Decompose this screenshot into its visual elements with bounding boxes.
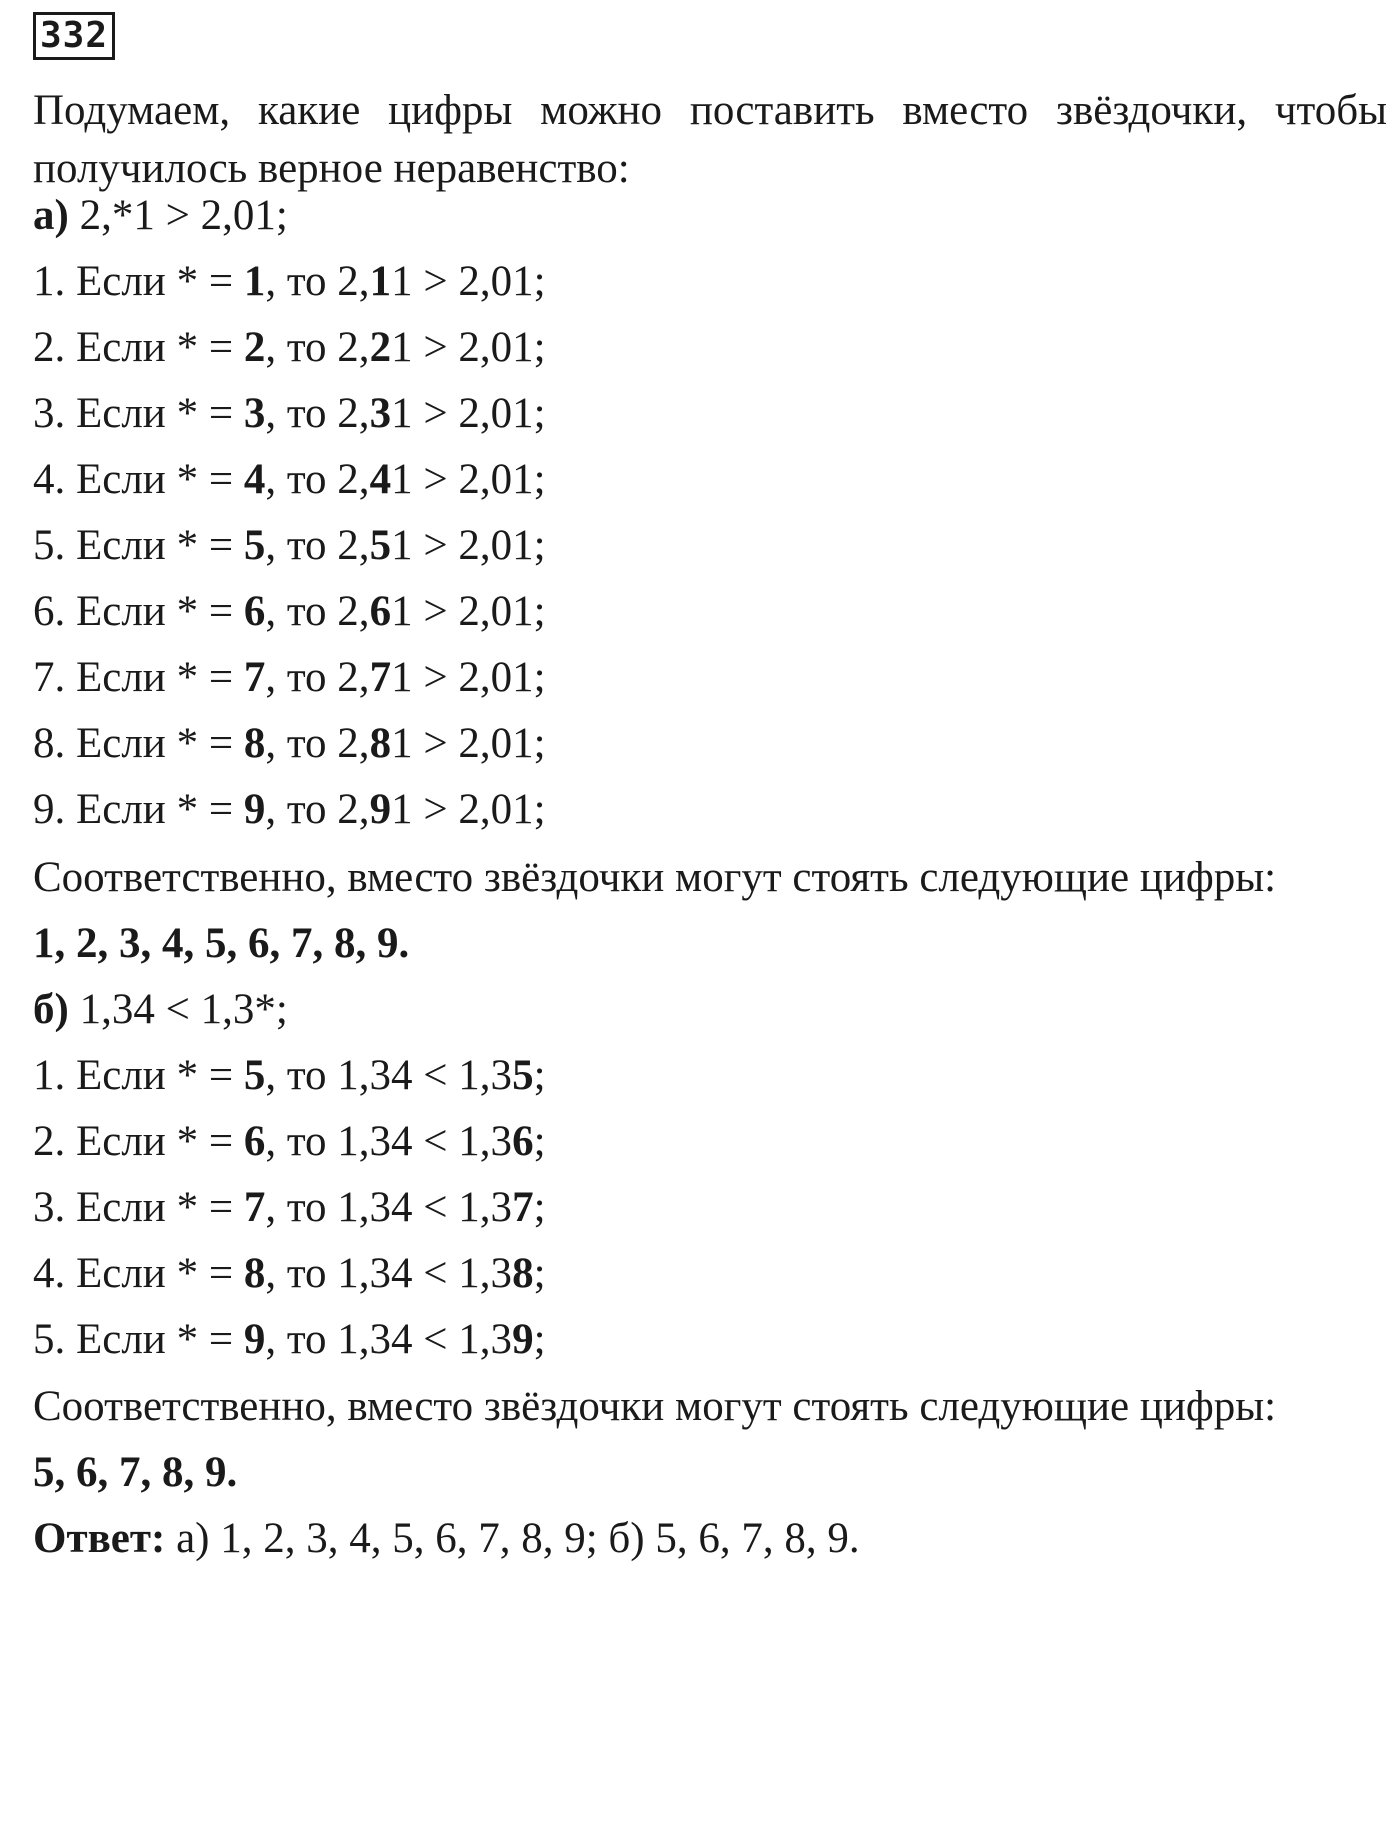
case-pre: 7. Если * = xyxy=(33,654,244,701)
case-digit: 8 xyxy=(243,720,266,767)
case-digit: 8 xyxy=(243,1250,266,1297)
case-pre: 1. Если * = xyxy=(33,1052,244,1099)
case-post: 1 > 2,01; xyxy=(391,786,546,833)
case-d2: 4 xyxy=(369,456,392,503)
case-digit: 1 xyxy=(243,258,266,305)
case-digit: 7 xyxy=(243,654,266,701)
case-line xyxy=(33,256,546,308)
case-digit: 2 xyxy=(243,324,266,371)
case-pre: 1. Если * = xyxy=(33,258,244,305)
case-post: 1 > 2,01; xyxy=(391,588,546,635)
case-post: ; xyxy=(533,1184,546,1231)
case-line xyxy=(33,388,546,440)
case-d2: 7 xyxy=(512,1184,534,1231)
case-post: 1 > 2,01; xyxy=(391,720,546,767)
case-mid: , то 2, xyxy=(265,786,370,833)
case-digit: 5 xyxy=(243,522,266,569)
case-pre: 8. Если * = xyxy=(33,720,244,767)
case-d2: 2 xyxy=(369,324,392,371)
case-d2: 8 xyxy=(512,1250,534,1297)
part-b-heading xyxy=(33,984,288,1036)
case-post: 1 > 2,01; xyxy=(391,390,546,437)
part-a-inequality: 2,*1 > 2,01; xyxy=(79,192,288,239)
part-a-heading xyxy=(33,190,288,242)
part-a-result: 1, 2, 3, 4, 5, 6, 7, 8, 9. xyxy=(33,920,410,967)
case-post: 1 > 2,01; xyxy=(391,258,546,305)
case-mid: , то 2, xyxy=(265,522,370,569)
case-d2: 7 xyxy=(369,654,392,701)
case-post: ; xyxy=(533,1316,546,1363)
case-mid: , то 1,34 < 1,3 xyxy=(265,1316,513,1363)
case-line xyxy=(33,520,546,572)
case-d2: 8 xyxy=(369,720,392,767)
case-mid: , то 2, xyxy=(265,324,370,371)
case-pre: 2. Если * = xyxy=(33,324,244,371)
case-pre: 9. Если * = xyxy=(33,786,244,833)
case-d2: 9 xyxy=(512,1316,534,1363)
case-line xyxy=(33,652,546,704)
case-mid: , то 2, xyxy=(265,654,370,701)
case-pre: 5. Если * = xyxy=(33,1316,244,1363)
case-digit: 6 xyxy=(243,588,266,635)
part-a-conclusion: Соответственно, вместо звёздочки могут стоять следующие цифры: xyxy=(33,854,1277,901)
part-b-result: 5, 6, 7, 8, 9. xyxy=(33,1449,238,1496)
part-b-conclusion: Соответственно, вместо звёздочки могут стоять следующие цифры: xyxy=(33,1383,1277,1430)
case-mid: , то 2, xyxy=(265,456,370,503)
case-mid: , то 1,34 < 1,3 xyxy=(265,1052,513,1099)
case-d2: 5 xyxy=(369,522,392,569)
case-line xyxy=(33,586,546,638)
case-line xyxy=(33,1116,546,1168)
case-post: ; xyxy=(533,1118,546,1165)
part-a-label: а) xyxy=(33,192,69,239)
case-post: 1 > 2,01; xyxy=(391,654,546,701)
case-line xyxy=(33,718,546,770)
case-mid: , то 2, xyxy=(265,588,370,635)
case-mid: , то 2, xyxy=(265,720,370,767)
case-pre: 6. Если * = xyxy=(33,588,244,635)
case-mid: , то 1,34 < 1,3 xyxy=(265,1184,513,1231)
case-digit: 6 xyxy=(243,1118,266,1165)
answer-label: Ответ: xyxy=(33,1515,166,1562)
case-d2: 3 xyxy=(369,390,392,437)
case-digit: 3 xyxy=(243,390,266,437)
part-b-inequality: 1,34 < 1,3*; xyxy=(79,986,288,1033)
case-line xyxy=(33,1182,546,1234)
case-d2: 6 xyxy=(369,588,392,635)
case-post: 1 > 2,01; xyxy=(391,324,546,371)
case-digit: 5 xyxy=(243,1052,266,1099)
case-line xyxy=(33,322,546,374)
case-mid: , то 2, xyxy=(265,390,370,437)
case-line xyxy=(33,1050,546,1102)
part-b-label: б) xyxy=(33,986,69,1033)
case-line xyxy=(33,1248,546,1300)
task-number: 332 xyxy=(33,12,115,60)
case-d2: 9 xyxy=(369,786,392,833)
case-line xyxy=(33,1314,546,1366)
case-d2: 5 xyxy=(512,1052,534,1099)
case-pre: 3. Если * = xyxy=(33,390,244,437)
intro-text: Подумаем, какие цифры можно поставить вместо звёздочки, чтобы получилось верное неравенство: xyxy=(33,87,1387,192)
case-post: ; xyxy=(533,1250,546,1297)
case-mid: , то 2, xyxy=(265,258,370,305)
answer-text: а) 1, 2, 3, 4, 5, 6, 7, 8, 9; б) 5, 6, 7, 8, 9. xyxy=(165,1515,860,1562)
case-line xyxy=(33,454,546,506)
case-line xyxy=(33,784,546,836)
case-mid: , то 1,34 < 1,3 xyxy=(265,1118,513,1165)
case-digit: 9 xyxy=(243,786,266,833)
case-pre: 5. Если * = xyxy=(33,522,244,569)
case-mid: , то 1,34 < 1,3 xyxy=(265,1250,513,1297)
case-digit: 4 xyxy=(243,456,266,503)
case-digit: 9 xyxy=(243,1316,266,1363)
case-pre: 4. Если * = xyxy=(33,1250,244,1297)
answer-line xyxy=(33,1513,860,1565)
case-d2: 6 xyxy=(512,1118,534,1165)
case-pre: 2. Если * = xyxy=(33,1118,244,1165)
case-pre: 4. Если * = xyxy=(33,456,244,503)
case-post: 1 > 2,01; xyxy=(391,456,546,503)
case-post: ; xyxy=(533,1052,546,1099)
case-pre: 3. Если * = xyxy=(33,1184,244,1231)
case-d2: 1 xyxy=(369,258,392,305)
case-post: 1 > 2,01; xyxy=(391,522,546,569)
case-digit: 7 xyxy=(243,1184,266,1231)
